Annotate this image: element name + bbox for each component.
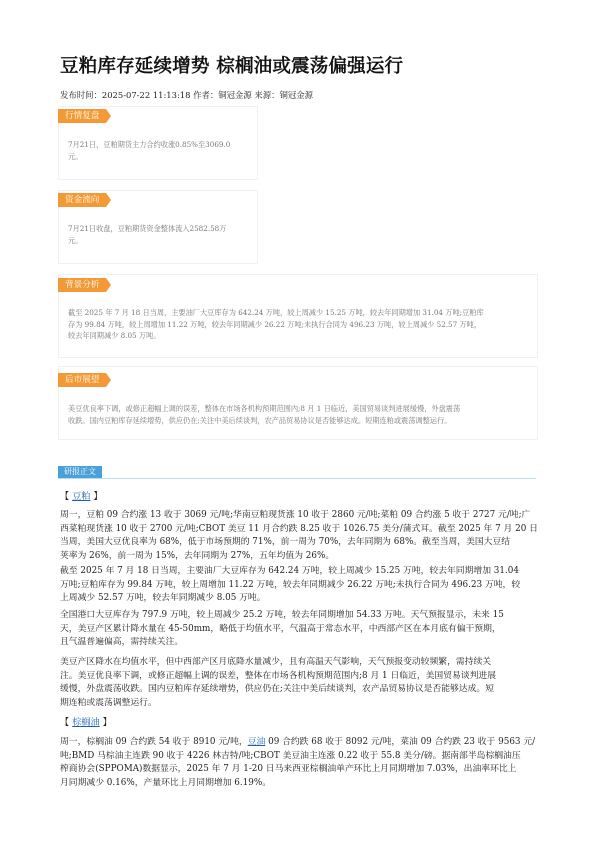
section-heading-palm-oil xyxy=(60,714,112,728)
background-line: 截至 2025 年 7 月 18 日当周，主要油厂大豆库存为 642.24 万吨，较上周减少 15.25 万吨，较去年同期增加 31.04 万吨;豆粕库 xyxy=(68,308,484,317)
market-review-line: 7月21日，豆粕期货主力合约收涨0.85%至3069.0 xyxy=(68,140,231,149)
paragraph-text: 09 合约跌 68 收于 8092 元/吨，菜油 09 合约跌 23 收于 9563 元/ xyxy=(265,737,536,747)
outlook-text xyxy=(68,403,460,426)
outlook-line: 收跌。国内豆粕库存延续增势，供应仍在;关注中美后续谈判，农产品贸易协议是否能够达成。短期连粕或震荡调整运行。 xyxy=(68,415,452,425)
paragraph-line: 截至 2025 年 7 月 18 日当周，主要油厂大豆库存为 642.24 万吨，较上周减少 15.25 万吨，较去年同期增加 31.04 xyxy=(60,566,519,576)
paragraph-line: 周一，豆粕 09 合约涨 13 收于 3069 元/吨;华南豆粕现货涨 10 收于 2860 元/吨;菜粕 09 合约涨 5 收于 2727 元/吨;广 xyxy=(60,510,531,520)
source-label: 来源： xyxy=(251,90,280,100)
bracket-open: 【 xyxy=(60,491,73,502)
soybean-oil-link[interactable]: 豆油 xyxy=(247,737,266,747)
report-divider xyxy=(58,478,536,479)
fund-flow-line: 元。 xyxy=(68,235,83,245)
report-tag: 研报正文 xyxy=(58,466,102,478)
background-line: 存为 99.84 万吨，较上周增加 11.22 万吨，较去年同期减少 26.22 万吨;未执行合同为 496.23 万吨，较上周减少 52.57 万吨， xyxy=(68,319,482,329)
paragraph-line: 吨;BMD 马棕油主连跌 90 收于 4226 林吉特/吨;CBOT 美豆油主连涨 0.22 收于 55.8 美分/磅。据南部半岛棕榈油压 xyxy=(60,750,521,761)
paragraph-line xyxy=(60,736,540,750)
source-link[interactable]: 铜冠金源 xyxy=(279,90,314,100)
author-label: 作者： xyxy=(190,90,219,100)
paragraph-line: 西菜粕现货涨 10 收于 2700 元/吨;CBOT 美豆 11 月合约跌 8.25 收于 1026.75 美分/蒲式耳。截至 2025 年 7 月 20 日 xyxy=(60,523,538,534)
outlook-line: 美豆优良率下调，或修正超幅上调的误差，整体在市场各机构预期范围内;8 月 1 日临近，美国贸易谈判进展缓慢，外盘震荡 xyxy=(68,404,461,413)
paragraph-line: 缓慢，外盘震荡收跌。国内豆粕库存延续增势，供应仍在;关注中美后续谈判，农产品贸易协议是否能够达成。短 xyxy=(60,684,495,694)
paragraph-line: 当周，美国大豆优良率为 68%，低于市场预期的 71%，前一周为 70%，去年同期为 68%。截至当周，美国大豆结 xyxy=(60,537,511,547)
palm-oil-link[interactable]: 棕榈油 xyxy=(72,717,100,728)
paragraph-2 xyxy=(60,565,540,606)
background-line: 较去年同期减少 8.05 万吨。 xyxy=(68,331,161,340)
market-review-text xyxy=(68,139,230,162)
fund-flow-tag: 资金流向 xyxy=(58,193,106,207)
market-review-line: 元。 xyxy=(68,151,83,161)
outlook-tag: 后市展望 xyxy=(58,373,106,387)
author-link[interactable]: 铜冠金源 xyxy=(218,90,252,100)
paragraph-1 xyxy=(60,509,540,563)
paragraph-4 xyxy=(60,656,540,710)
paragraph-line: 且气温普遍偏高，需持续关注。 xyxy=(60,637,184,647)
paragraph-line: 美豆产区降水在均值水平，但中西部产区月底降水量减少，且有高温天气影响，天气预报变动较频繁，需持续关 xyxy=(60,657,492,667)
background-tag: 背景分析 xyxy=(58,278,106,292)
paragraph-line: 注。美豆优良率下调，或修正超幅上调的误差，整体在市场各机构预期范围内;8 月 1 日临近，美国贸易谈判进展 xyxy=(60,670,497,681)
paragraph-line: 全国港口大豆库存为 797.9 万吨，较上周减少 25.2 万吨，较去年同期增加 54.33 万吨。天气预报显示，未来 15 xyxy=(60,610,504,620)
fund-flow-line: 7月21日收盘，豆粕期货资金整体流入2582.58万 xyxy=(68,224,227,233)
paragraph-3 xyxy=(60,609,540,650)
paragraph-line: 期连粕或震荡调整运行。 xyxy=(60,697,157,708)
paragraph-line: 月同期减少 0.16%，产量环比上月同期增加 6.19%。 xyxy=(60,777,272,788)
paragraph-line: 榨商协会(SPPOMA)数据显示，2025 年 7 月 1-20 日马来西亚棕榈油单产环比上月同期增加 7.03%，出油率环比上 xyxy=(60,764,517,774)
soymeal-link[interactable]: 豆粕 xyxy=(72,491,91,502)
paragraph-line: 上周减少 52.57 万吨，较去年同期减少 8.05 万吨。 xyxy=(60,593,266,603)
article-title: 豆粕库存延续增势 棕榈油或震荡偏强运行 xyxy=(60,56,404,77)
article-meta xyxy=(60,89,313,101)
bracket-close: 】 xyxy=(99,717,112,728)
paragraph-text: 周一，棕榈油 09 合约跌 54 收于 8910 元/吨， xyxy=(60,737,248,747)
market-review-tag: 行情复盘 xyxy=(58,109,106,123)
publish-datetime: 2025-07-22 11:13:18 xyxy=(101,90,191,100)
paragraph-line: 荚率为 26%，前一周为 15%，去年同期为 27%，五年均值为 26%。 xyxy=(60,550,335,561)
bracket-close: 】 xyxy=(90,491,103,502)
background-text xyxy=(68,307,484,342)
fund-flow-text xyxy=(68,223,226,246)
bracket-open: 【 xyxy=(60,717,73,728)
paragraph-line: 天，美豆产区累计降水量在 45-50mm，略低于均值水平，气温高于常态水平，中西部产区在本月底有偏干预期， xyxy=(60,623,501,634)
section-heading-soymeal xyxy=(60,488,103,502)
publish-label: 发布时间： xyxy=(60,90,102,100)
paragraph-line: 万吨;豆粕库存为 99.84 万吨，较上周增加 11.22 万吨，较去年同期减少 26.22 万吨;未执行合同为 496.23 万吨，较 xyxy=(60,579,521,590)
paragraph-5 xyxy=(60,736,540,790)
